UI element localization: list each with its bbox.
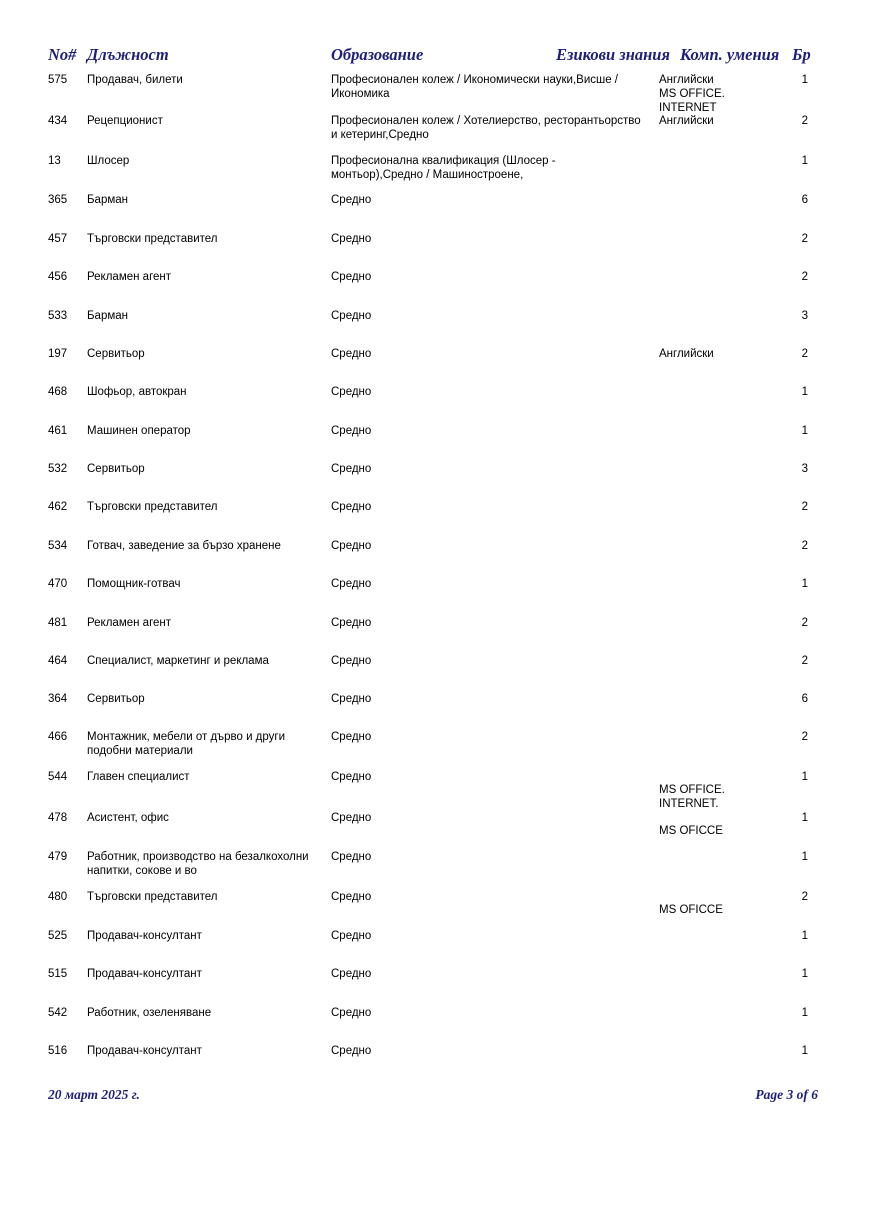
row-count: 2 [801,115,808,127]
table-row [0,930,870,966]
row-number: 13 [48,155,61,167]
row-count: 1 [801,812,808,824]
row-count: 1 [801,771,808,783]
footer-date: 20 март 2025 г. [48,1087,140,1102]
row-count: 1 [801,578,808,590]
row-education: Средно [331,348,372,360]
row-count: 1 [801,425,808,437]
row-position: Продавач-консултант [87,1045,202,1057]
table-row [0,155,870,191]
row-position: Монтажник, мебели от дърво и други подобни материали [87,731,286,757]
row-education: Средно [331,655,372,667]
row-count: 2 [801,731,808,743]
row-position: Готвач, заведение за бързо хранене [87,540,281,552]
row-education: Средно [331,425,372,437]
row-position: Сервитьор [87,463,145,475]
row-number: 533 [48,310,68,322]
table-row [0,540,870,576]
row-education: Средно [331,501,372,513]
row-education: Средно [331,731,372,743]
row-position: Сервитьор [87,693,145,705]
row-education: Средно [331,891,372,903]
row-number: 464 [48,655,68,667]
table-row [0,425,870,461]
row-number: 479 [48,851,68,863]
row-education: Средно [331,386,372,398]
header-position: Длъжност [87,45,169,64]
row-position: Търговски представител [87,891,218,903]
row-number: 365 [48,194,68,206]
table-row [0,1045,870,1081]
row-education: Средно [331,194,372,206]
table-row [0,115,870,151]
table-row [0,74,870,110]
row-count: 2 [801,233,808,245]
table-row [0,233,870,269]
row-position: Асистент, офис [87,812,169,824]
table-row [0,731,870,767]
computer-skills-text: MS OFFICE. INTERNET. [659,784,725,810]
table-row [0,501,870,537]
computer-skills-text: MS OFFICE. INTERNET [659,88,725,114]
row-education: Средно [331,540,372,552]
table-row [0,1007,870,1043]
row-number: 542 [48,1007,68,1019]
row-number: 197 [48,348,68,360]
row-education: Средно [331,1007,372,1019]
row-number: 457 [48,233,68,245]
table-row [0,891,870,927]
table-row [0,693,870,729]
row-education: Средно [331,578,372,590]
table-row [0,771,870,807]
row-position: Продавач-консултант [87,930,202,942]
row-count: 1 [801,1007,808,1019]
table-row [0,348,870,384]
row-count: 1 [801,74,808,86]
row-education: Средно [331,851,372,863]
row-number: 462 [48,501,68,513]
row-number: 481 [48,617,68,629]
row-number: 468 [48,386,68,398]
row-number: 478 [48,812,68,824]
row-count: 3 [801,310,808,322]
row-languages: Английски [659,348,714,360]
row-number: 544 [48,771,68,783]
row-education: Средно [331,271,372,283]
row-position: Търговски представител [87,233,218,245]
row-position: Шлосер [87,155,130,167]
row-education: Средно [331,812,372,824]
row-count: 2 [801,540,808,552]
row-count: 2 [801,617,808,629]
row-position: Търговски представител [87,501,218,513]
row-education: Средно [331,968,372,980]
row-number: 364 [48,693,68,705]
row-education: Професионална квалификация (Шлосер - монтьор),Средно / Машиностроене, [331,155,556,181]
row-count: 6 [801,194,808,206]
row-number: 480 [48,891,68,903]
row-education: Средно [331,617,372,629]
row-number: 470 [48,578,68,590]
row-number: 456 [48,271,68,283]
row-education: Средно [331,463,372,475]
row-count: 1 [801,386,808,398]
row-number: 575 [48,74,68,86]
table-row [0,386,870,422]
row-count: 2 [801,271,808,283]
row-count: 2 [801,501,808,513]
row-education: Професионален колеж / Хотелиерство, ресторантьорство и кетеринг,Средно [331,115,641,141]
header-computer-skills: Комп. умения [680,45,780,64]
header-no: No# [48,45,77,64]
row-count: 1 [801,1045,808,1057]
row-count: 3 [801,463,808,475]
header-languages: Езикови знания [556,45,670,64]
row-number: 466 [48,731,68,743]
header-education: Образование [331,45,424,64]
row-languages: Английски [659,115,714,127]
table-row [0,851,870,887]
row-education: Професионален колеж / Икономически науки,Висше / Икономика [331,74,619,100]
table-row [0,812,870,848]
row-count: 2 [801,348,808,360]
row-count: 2 [801,655,808,667]
row-position: Продавач-консултант [87,968,202,980]
row-languages: Английски [659,74,714,86]
table-row [0,578,870,614]
row-count: 1 [801,851,808,863]
row-count: 1 [801,968,808,980]
row-position: Барман [87,310,128,322]
table-row [0,968,870,1004]
computer-skills-text: MS OFICCE [659,825,723,837]
header-count: Бр [792,45,811,64]
computer-skills-text: MS OFICCE [659,904,723,916]
row-count: 2 [801,891,808,903]
table-row [0,194,870,230]
row-position: Рецепционист [87,115,163,127]
table-row [0,310,870,346]
row-count: 1 [801,155,808,167]
row-education: Средно [331,1045,372,1057]
table-row [0,271,870,307]
row-number: 534 [48,540,68,552]
row-count: 1 [801,930,808,942]
row-position: Помощник-готвач [87,578,181,590]
row-count: 6 [801,693,808,705]
row-number: 434 [48,115,68,127]
row-position: Работник, озеленяване [87,1007,212,1019]
row-position: Специалист, маркетинг и реклама [87,655,269,667]
row-position: Главен специалист [87,771,190,783]
row-position: Шофьор, автокран [87,386,187,398]
row-position: Барман [87,194,128,206]
footer-page-number: Page 3 of 6 [755,1087,818,1102]
row-number: 525 [48,930,68,942]
row-position: Машинен оператор [87,425,191,437]
row-number: 532 [48,463,68,475]
row-number: 461 [48,425,68,437]
row-position: Продавач, билети [87,74,183,86]
row-position: Рекламен агент [87,271,172,283]
row-position: Рекламен агент [87,617,172,629]
row-education: Средно [331,233,372,245]
table-row [0,463,870,499]
row-number: 516 [48,1045,68,1057]
row-education: Средно [331,310,372,322]
row-position: Работник, производство на безалкохолни напитки, сокове и во [87,851,309,877]
table-row [0,655,870,691]
row-number: 515 [48,968,68,980]
row-education: Средно [331,930,372,942]
row-position: Сервитьор [87,348,145,360]
row-education: Средно [331,693,372,705]
row-education: Средно [331,771,372,783]
table-row [0,617,870,653]
